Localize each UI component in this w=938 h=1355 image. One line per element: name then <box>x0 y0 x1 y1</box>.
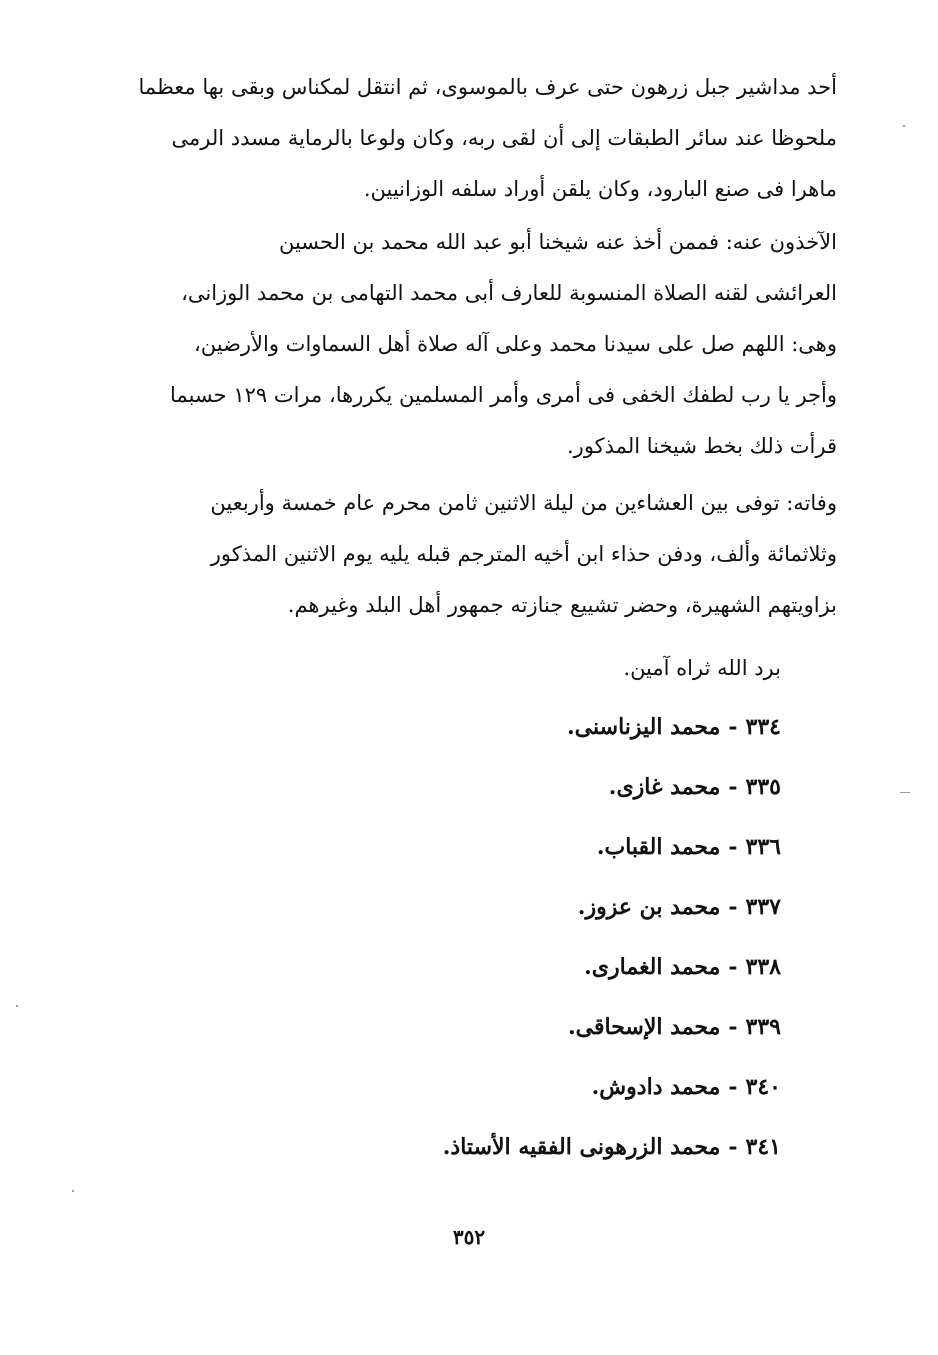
entry-name: محمد دادوش. <box>591 1074 721 1100</box>
entry-heading <box>281 760 781 820</box>
entry-name: محمد الزرهونى الفقيه الأستاذ. <box>442 1134 721 1160</box>
entry-name: محمد اليزناسنى. <box>567 714 721 740</box>
entry-separator: - <box>728 1074 738 1100</box>
entry-heading <box>281 940 781 1000</box>
entry-number: ٣٣٥ <box>745 774 781 800</box>
entry-number: ٣٣٦ <box>745 834 781 860</box>
entry-number: ٣٤١ <box>745 1134 781 1160</box>
text-line: وثلاثمائة وألف، ودفن حذاء ابن أخيه المترجم قبله يليه يوم الاثنين المذكور <box>210 542 837 566</box>
entry-heading <box>281 1120 781 1180</box>
entry-heading <box>281 820 781 880</box>
scan-speck <box>16 1005 18 1007</box>
entry-name: محمد القباب. <box>596 834 721 860</box>
entry-separator: - <box>728 714 738 740</box>
entry-separator: - <box>728 834 738 860</box>
paragraph-students <box>103 217 837 472</box>
entry-number: ٣٣٨ <box>745 954 781 980</box>
entry-name: محمد بن عزوز. <box>577 894 721 920</box>
entry-number: ٣٣٧ <box>745 894 781 920</box>
text-line: الآخذون عنه: فممن أخذ عنه شيخنا أبو عبد الله محمد بن الحسين <box>278 230 837 254</box>
scan-speck <box>72 1190 74 1192</box>
closing-prayer: برد الله ثراه آمين. <box>623 656 781 680</box>
text-line: قرأت ذلك بخط شيخنا المذكور. <box>567 434 837 458</box>
text-line: ماهرا فى صنع البارود، وكان يلقن أوراد سلفه الوزانيين. <box>363 177 837 201</box>
entry-separator: - <box>728 774 738 800</box>
entry-number: ٣٣٩ <box>745 1014 781 1040</box>
entry-name: محمد الغمارى. <box>584 954 721 980</box>
entry-separator: - <box>728 894 738 920</box>
entry-separator: - <box>728 1134 738 1160</box>
entry-name: محمد غازى. <box>608 774 721 800</box>
entry-number: ٣٣٤ <box>745 714 781 740</box>
paragraph-death <box>103 478 837 631</box>
entry-list <box>281 700 781 1180</box>
entry-heading <box>281 880 781 940</box>
entry-separator: - <box>728 954 738 980</box>
entry-number: ٣٤٠ <box>745 1074 781 1100</box>
text-line: ملحوظا عند سائر الطبقات إلى أن لقى ربه، وكان ولوعا بالرماية مسدد الرمى <box>171 126 837 150</box>
entry-heading <box>281 1060 781 1120</box>
text-line: العرائشى لقنه الصلاة المنسوبة للعارف أبى محمد التهامى بن محمد الوزانى، <box>181 281 837 305</box>
text-line: أحد مداشير جبل زرهون حتى عرف بالموسوى، ثم انتقل لمكناس وبقى بها معظما <box>138 75 837 99</box>
scan-speck <box>900 792 910 793</box>
text-line: وأجر يا رب لطفك الخفى فى أمرى وأمر المسلمين يكررها، مرات ١٢٩ حسبما <box>170 383 837 407</box>
entry-heading <box>281 1000 781 1060</box>
page-number: ٣٥٢ <box>452 1225 486 1249</box>
entry-separator: - <box>728 1014 738 1040</box>
text-line: وهى: اللهم صل على سيدنا محمد وعلى آله صلاة أهل السماوات والأرضين، <box>193 332 837 356</box>
text-line: بزاويتهم الشهيرة، وحضر تشييع جنازته جمهور أهل البلد وغيرهم. <box>287 593 837 617</box>
paragraph-biography <box>103 62 837 215</box>
entry-heading <box>281 700 781 760</box>
entry-name: محمد الإسحاقى. <box>567 1014 721 1040</box>
scan-speck <box>903 125 905 127</box>
text-line: وفاته: توفى بين العشاءين من ليلة الاثنين ثامن محرم عام خمسة وأربعين <box>210 491 837 515</box>
